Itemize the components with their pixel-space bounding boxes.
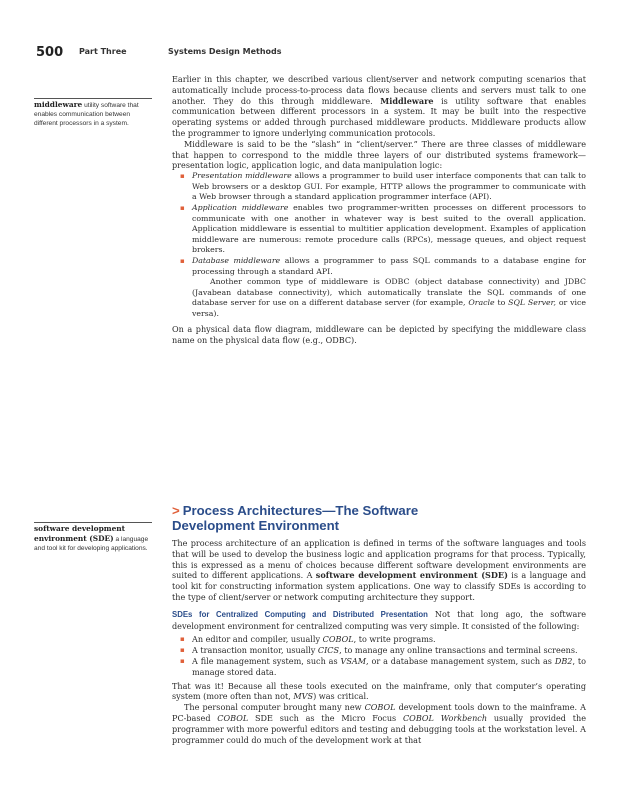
- body-section-middleware: [172, 74, 586, 346]
- middleware-list: [172, 171, 586, 277]
- subsection-heading: SDEs for Centralized Computing and Distributed Presentation: [172, 609, 428, 619]
- glossary-definition: a language and tool kit for developing applications.: [34, 536, 149, 553]
- paragraph: On a physical data flow diagram, middleware can be depicted by specifying the middleware class name on the physical data flow (e.g., ODBC).: [172, 324, 586, 346]
- part-label: Part Three: [79, 47, 127, 56]
- list-item: ▪ Database middleware allows a programmer to pass SQL commands to a database engine for processing through a standard API.: [172, 256, 586, 277]
- paragraph: The personal computer brought many new COBOL development tools down to the mainframe. A PC-based COBOL SDE such as the Micro Focus COBOL Workbench usually provided the programmer with more powerful editors and testing and debugging tools at the workstation level. A programmer could do much of the development work at that: [172, 702, 586, 745]
- paragraph: Earlier in this chapter, we described various client/server and network computing scenarios that automatically include process-to-process data flows because clients and servers must talk to one another. They do this through middleware. Middleware is utility software that enables communication between different processors in a system. It may be built into the respective operating systems or added through purchased middleware products. Middleware products allow the programmer to ignore underlying communication protocols.: [172, 74, 586, 138]
- body-section-sde: [172, 538, 586, 745]
- page-number: 500: [36, 45, 64, 60]
- glossary-term: middleware: [34, 100, 83, 109]
- list-item: ▪ A transaction monitor, usually CICS, to manage any online transactions and terminal screens.: [172, 645, 586, 656]
- sde-tool-list: [172, 634, 586, 677]
- list-item: ▪ An editor and compiler, usually COBOL, to write programs.: [172, 634, 586, 645]
- section-heading: > Process Architectures—The Software Development Environment: [172, 503, 419, 533]
- paragraph: SDEs for Centralized Computing and Distributed Presentation Not that long ago, the software development environment for centralized computing was very simple. It consisted of the following:: [172, 608, 586, 631]
- paragraph: That was it! Because all these tools executed on the mainframe, only that computer’s operating system (more often than not, MVS) was critical.: [172, 680, 586, 702]
- list-item: ▪ A file management system, such as VSAM, or a database management system, such as DB2, to manage stored data.: [172, 656, 586, 678]
- paragraph: Another common type of middleware is ODBC (object database connectivity) and JDBC (Javabean database connectivity), which automatically translate the SQL commands of one database server for use on a different database server (for example, Oracle to SQL Server, or vice versa).: [192, 277, 586, 318]
- paragraph: The process architecture of an application is defined in terms of the software languages and tools that will be used to develop the business logic and application programs for that process. Typically, this is expressed as a menu of choices because different software development environments are suited to different applications. A software development environment (SDE) is a language and tool kit for constructing information system applications. One way to classify SDEs is according to the type of client/server or network computing architecture they support.: [172, 538, 586, 602]
- glossary-term: software development environment (SDE): [34, 524, 126, 544]
- list-item: ▪ Presentation middleware allows a programmer to build user interface components that can talk to Web browsers or a desktop GUI. For example, HTTP allows the programmer to communicate with a Web browser through a standard application programmer interface (API).: [172, 171, 586, 203]
- glossary-sde: [34, 522, 152, 554]
- paragraph: Middleware is said to be the “slash” in “client/server.” There are three classes of middleware that happen to correspond to the middle three layers of our distributed systems framework—presentation logic, application logic, and data manipulation logic:: [172, 138, 586, 171]
- section-label: Systems Design Methods: [168, 47, 282, 56]
- list-item: ▪ Application middleware enables two programmer-written processes on different processors to communicate with one another in whatever way is best suited to the overall application. Application middleware is essential to multitier application development. Examples of application middleware are numerous: remote procedure calls (RPCs), message queues, and object request brokers.: [172, 203, 586, 256]
- glossary-middleware: [34, 98, 152, 129]
- glossary-definition: utility software that enables communication between different processors in a system.: [34, 102, 139, 128]
